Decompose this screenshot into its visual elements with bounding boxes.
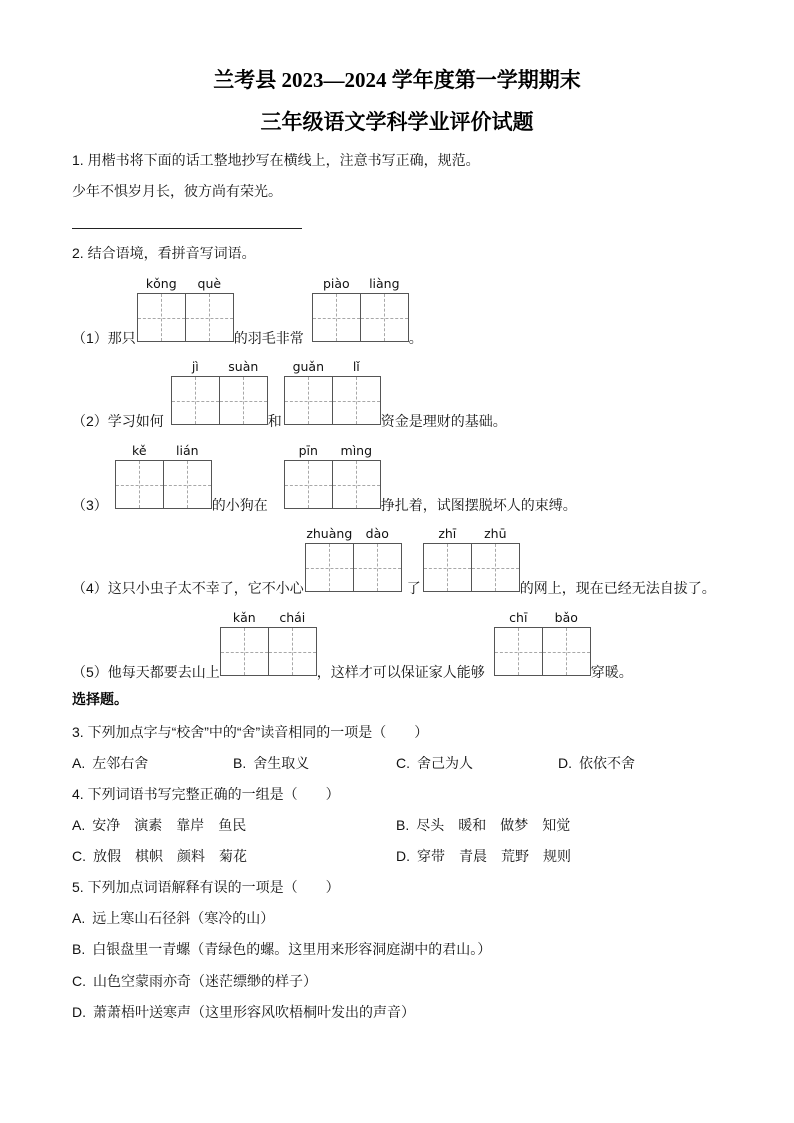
option-word: 靠岸 — [176, 817, 205, 833]
q3-option-b — [233, 754, 309, 772]
pinyin-label: kě — [132, 443, 147, 458]
option-word: 荒野 — [501, 848, 529, 864]
q2-item-text: 。 — [408, 330, 423, 346]
q1-passage: 少年不惧岁月长，彼方尚有荣光。 — [72, 183, 282, 199]
q3-option-a — [72, 754, 148, 772]
q5-option-c — [72, 972, 317, 990]
pinyin-label: liàng — [369, 276, 400, 291]
writing-box — [353, 526, 402, 592]
option-text: 萧萧梧叶送寒声（这里形容风吹梧桐叶发出的声音） — [93, 1004, 415, 1020]
option-word: 穿带 — [417, 848, 445, 864]
q3-prompt: 3. 下列加点字与“校舍”中的“舍”读音相同的一项是（ ） — [72, 724, 429, 740]
option-word: 知觉 — [542, 817, 571, 833]
option-text: 依依不舍 — [579, 755, 635, 771]
writing-box — [305, 526, 354, 592]
option-label: D. — [72, 1004, 86, 1020]
writing-box — [219, 359, 268, 425]
pinyin-label: mìng — [340, 443, 373, 458]
q2-item-text: 挣扎着，试图摆脱坏人的束缚。 — [380, 497, 577, 513]
pinyin-label: lián — [176, 443, 199, 458]
tianzige-pair — [171, 359, 268, 425]
pinyin-label: chī — [509, 610, 528, 625]
option-label: B. — [233, 755, 247, 771]
page-subtitle: 三年级语文学科学业评价试题 — [260, 110, 534, 134]
pinyin-label: suàn — [228, 359, 259, 374]
writing-box — [471, 526, 520, 592]
q4-option-c — [72, 847, 247, 865]
q2-item-text: （3） — [72, 497, 108, 513]
q1-answer-line — [72, 228, 302, 229]
writing-box — [332, 359, 381, 425]
q2-item-text: 了 — [406, 580, 421, 596]
tianzige-pair — [423, 526, 520, 592]
q3-option-c — [396, 754, 473, 772]
writing-box — [312, 276, 361, 342]
writing-box — [542, 610, 591, 676]
writing-box — [332, 443, 381, 509]
option-word: 棋帜 — [135, 848, 163, 864]
option-words — [417, 847, 571, 865]
writing-box — [284, 443, 333, 509]
writing-box — [494, 610, 543, 676]
writing-box — [220, 610, 269, 676]
q2-item-text: 和 — [267, 413, 282, 429]
writing-box — [163, 443, 212, 509]
q2-item-text: （1）那只 — [72, 330, 136, 346]
writing-box — [423, 526, 472, 592]
q4-option-d — [396, 847, 571, 865]
option-word: 暖和 — [458, 817, 487, 833]
tianzige-pair — [115, 443, 212, 509]
q2-item-1 — [72, 276, 423, 346]
pinyin-label: lǐ — [352, 359, 360, 374]
q4-prompt: 4. 下列词语书写完整正确的一组是（ ） — [72, 786, 340, 802]
option-text: 舍生取义 — [253, 755, 310, 771]
q1-prompt: 1. 用楷书将下面的话工整地抄写在横线上，注意书写正确，规范。 — [72, 152, 480, 168]
option-word: 规则 — [543, 848, 571, 864]
tianzige-pair — [312, 276, 409, 342]
option-label: B. — [396, 817, 410, 833]
tianzige-pair — [284, 359, 381, 425]
option-text: 左邻右舍 — [92, 755, 149, 771]
pinyin-label: kǒng — [145, 276, 177, 291]
q2-item-text: 的小狗在 — [211, 497, 268, 513]
writing-box — [284, 359, 333, 425]
pinyin-label: guǎn — [292, 359, 325, 374]
option-word: 安净 — [92, 817, 121, 833]
q2-item-5 — [72, 610, 633, 680]
pinyin-label: zhī — [438, 526, 457, 541]
option-label: C. — [396, 755, 410, 771]
option-word: 鱼民 — [218, 817, 247, 833]
q2-prompt: 2. 结合语境，看拼音写词语。 — [72, 245, 256, 261]
option-word: 演素 — [134, 817, 163, 833]
tianzige-pair — [220, 610, 317, 676]
q3-option-d — [558, 754, 635, 772]
q2-item-2 — [72, 359, 507, 429]
tianzige-pair — [305, 526, 402, 592]
writing-box — [137, 276, 186, 342]
pinyin-label: jì — [191, 359, 199, 374]
tianzige-pair — [284, 443, 381, 509]
q2-item-4 — [72, 526, 716, 596]
pinyin-label: zhuàng — [306, 526, 353, 541]
option-text: 舍己为人 — [417, 755, 473, 771]
writing-box — [268, 610, 317, 676]
option-word: 青晨 — [459, 848, 487, 864]
option-label: A. — [72, 817, 86, 833]
option-text: 山色空蒙雨亦奇（迷茫缥缈的样子） — [93, 973, 317, 989]
q2-item-text: 资金是理财的基础。 — [380, 413, 507, 429]
q2-item-text: （2）学习如何 — [72, 413, 164, 429]
q5-option-a — [72, 909, 274, 927]
section-heading: 选择题。 — [72, 691, 128, 707]
q2-item-text: 的网上，现在已经无法自拔了。 — [519, 580, 716, 596]
option-label: D. — [558, 755, 572, 771]
writing-box — [185, 276, 234, 342]
pinyin-label: chái — [279, 610, 306, 625]
option-text: 白银盘里一青螺（青绿色的螺。这里用来形容洞庭湖中的君山。） — [92, 941, 492, 957]
option-word: 尽头 — [416, 817, 445, 833]
q4-option-b — [396, 816, 570, 834]
option-word: 做梦 — [500, 817, 529, 833]
option-word: 放假 — [93, 848, 121, 864]
option-label: D. — [396, 848, 410, 864]
page-title: 兰考县 2023—2024 学年度第一学期期末 — [213, 68, 581, 92]
pinyin-label: què — [197, 276, 222, 291]
option-words — [93, 847, 247, 865]
pinyin-label: pīn — [298, 443, 318, 458]
option-words — [416, 816, 570, 834]
writing-box — [360, 276, 409, 342]
option-word: 颜料 — [177, 848, 205, 864]
option-word: 菊花 — [219, 848, 247, 864]
pinyin-label: bǎo — [554, 610, 578, 625]
tianzige-pair — [494, 610, 591, 676]
q2-item-text: （5）他每天都要去山上 — [72, 664, 220, 680]
q2-item-text: 的羽毛非常 — [233, 330, 304, 346]
q2-item-text: ，这样才可以保证家人能够 — [316, 664, 485, 680]
q5-option-d — [72, 1003, 415, 1021]
option-text: 远上寒山石径斜（寒冷的山） — [92, 910, 275, 926]
option-label: C. — [72, 848, 86, 864]
q5-prompt: 5. 下列加点词语解释有误的一项是（ ） — [72, 879, 340, 895]
writing-box — [171, 359, 220, 425]
q5-option-b — [72, 940, 491, 958]
tianzige-pair — [137, 276, 234, 342]
pinyin-label: dào — [365, 526, 389, 541]
writing-box — [115, 443, 164, 509]
option-label: A. — [72, 755, 86, 771]
q2-item-text: 穿暖。 — [590, 664, 633, 680]
option-label: A. — [72, 910, 86, 926]
q2-item-text: （4）这只小虫子太不幸了，它不小心 — [72, 580, 304, 596]
q4-option-a — [72, 816, 246, 834]
option-label: B. — [72, 941, 86, 957]
pinyin-label: piào — [322, 276, 350, 291]
q2-item-3 — [72, 443, 577, 513]
option-label: C. — [72, 973, 86, 989]
pinyin-label: kǎn — [232, 610, 256, 625]
pinyin-label: zhū — [484, 526, 507, 541]
option-words — [92, 816, 246, 834]
